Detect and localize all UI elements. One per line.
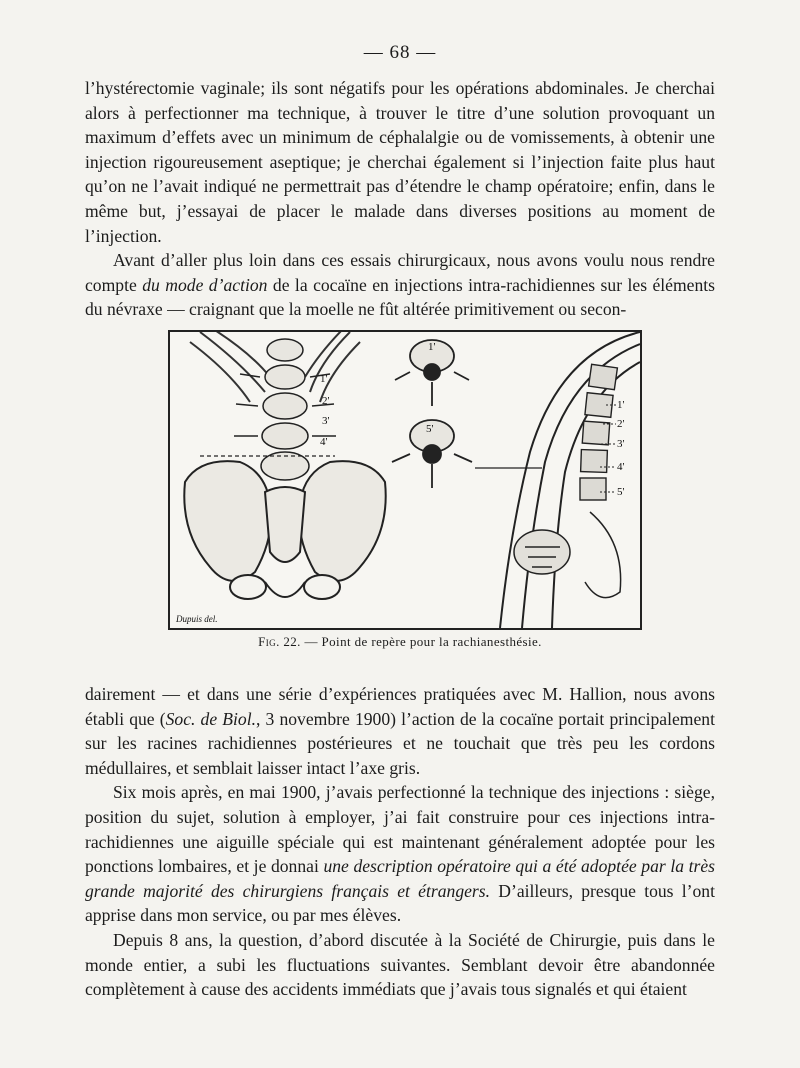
italic-text-run: du mode d’action: [142, 274, 268, 295]
italic-text-run: Soc. de Biol.: [165, 708, 256, 729]
body-text-top: [85, 76, 715, 322]
left-label-1: 1': [320, 373, 328, 385]
text-run: D’ailleurs, presque tous l’ont apprise dans mon service, ou par mes élèves.: [85, 880, 715, 926]
side-label-2: 2': [617, 418, 625, 430]
left-label-3: 3': [322, 415, 330, 427]
left-label-2: 2': [322, 395, 330, 407]
lumbar-spine-drawing: [234, 339, 336, 480]
text-run: l’hystérectomie vaginale; ils sont négatifs pour les opérations abdominales. Je cherchai alors à perfectionner ma technique, à trouver le titre d’une solution provoquant un maximum d’effets avec un minimum de céphalalgie ou de vomissements, à obtenir une injection rigoureusement aseptique; je cherchai également si l’injection faite plus haut qu’on ne l’avait indiqué ne permettrait pas d’étendre le champ opératoire; enfin, dans le même but, j’essayai de placer le malade dans diverses positions au moment de l’injection.: [85, 78, 715, 246]
text-run: dairement — et dans une série d’expériences pratiquées avec M. Hallion, nous avons établi que (: [85, 684, 715, 729]
caption-text: — Point de repère pour la rachianesthésie.: [300, 634, 542, 649]
figure-caption: [0, 634, 800, 650]
text-run: Six mois après, en mai 1900, j’avais perfectionné la technique des injections : siège, position du sujet, solution à employer, j’ai fait construire pour ces injections intra-rachidiennes une aiguille spéciale qui est maintenant généralement adoptée pour les ponctions lombaires, et je donnai: [85, 782, 715, 877]
vertebra-top-label: 1': [428, 341, 436, 353]
paragraph: [85, 682, 715, 780]
artist-signature: Dupuis del.: [176, 614, 218, 624]
paragraph: [85, 248, 715, 322]
vertebra-bottom-label: 5': [426, 423, 434, 435]
side-label-4: 4': [617, 461, 625, 473]
paragraph: [85, 928, 715, 1002]
paragraph: [85, 76, 715, 248]
text-run: de la cocaïne en injections intra-rachidiennes sur les éléments du névraxe — craignant que la moelle ne fût altérée primitivement ou secon-: [85, 274, 716, 320]
page-number: — 68 —: [363, 42, 437, 63]
body-text-bottom: [85, 682, 715, 1002]
side-label-5: 5': [617, 486, 625, 498]
pelvis-drawing: [184, 461, 385, 599]
left-label-4: 4': [320, 436, 328, 448]
text-run: Depuis 8 ans, la question, d’abord discutée à la Société de Chirurgie, puis dans le monde entier, a subi les fluctuations suivantes. Semblant devoir être abandonnée complètement à cause des accidents immédiats que j’avais tous signalés et qui étaient: [85, 929, 715, 1000]
paragraph: [85, 780, 715, 928]
sagittal-vertebrae: [580, 364, 617, 500]
side-label-3: 3': [617, 438, 625, 450]
caption-prefix: Fig. 22.: [258, 634, 301, 649]
text-run: , 3 novembre 1900) l’action de la cocaïne portait principalement sur les racines rachidiennes postérieures et ne touchait que très peu les cordons médullaires, et semblait laisser intact l’axe gris.: [85, 708, 715, 778]
italic-text-run: une description opératoire qui a été adoptée par la très grande majorité des chirurgiens français et étrangers.: [85, 856, 715, 901]
side-label-1: 1': [617, 399, 625, 411]
text-run: Avant d’aller plus loin dans ces essais chirurgicaux, nous avons voulu nous rendre compte: [85, 250, 715, 295]
pelvic-organs-drawing: [514, 512, 621, 598]
figure-22-illustration: [168, 330, 642, 630]
sagittal-section-drawing: [500, 332, 640, 628]
